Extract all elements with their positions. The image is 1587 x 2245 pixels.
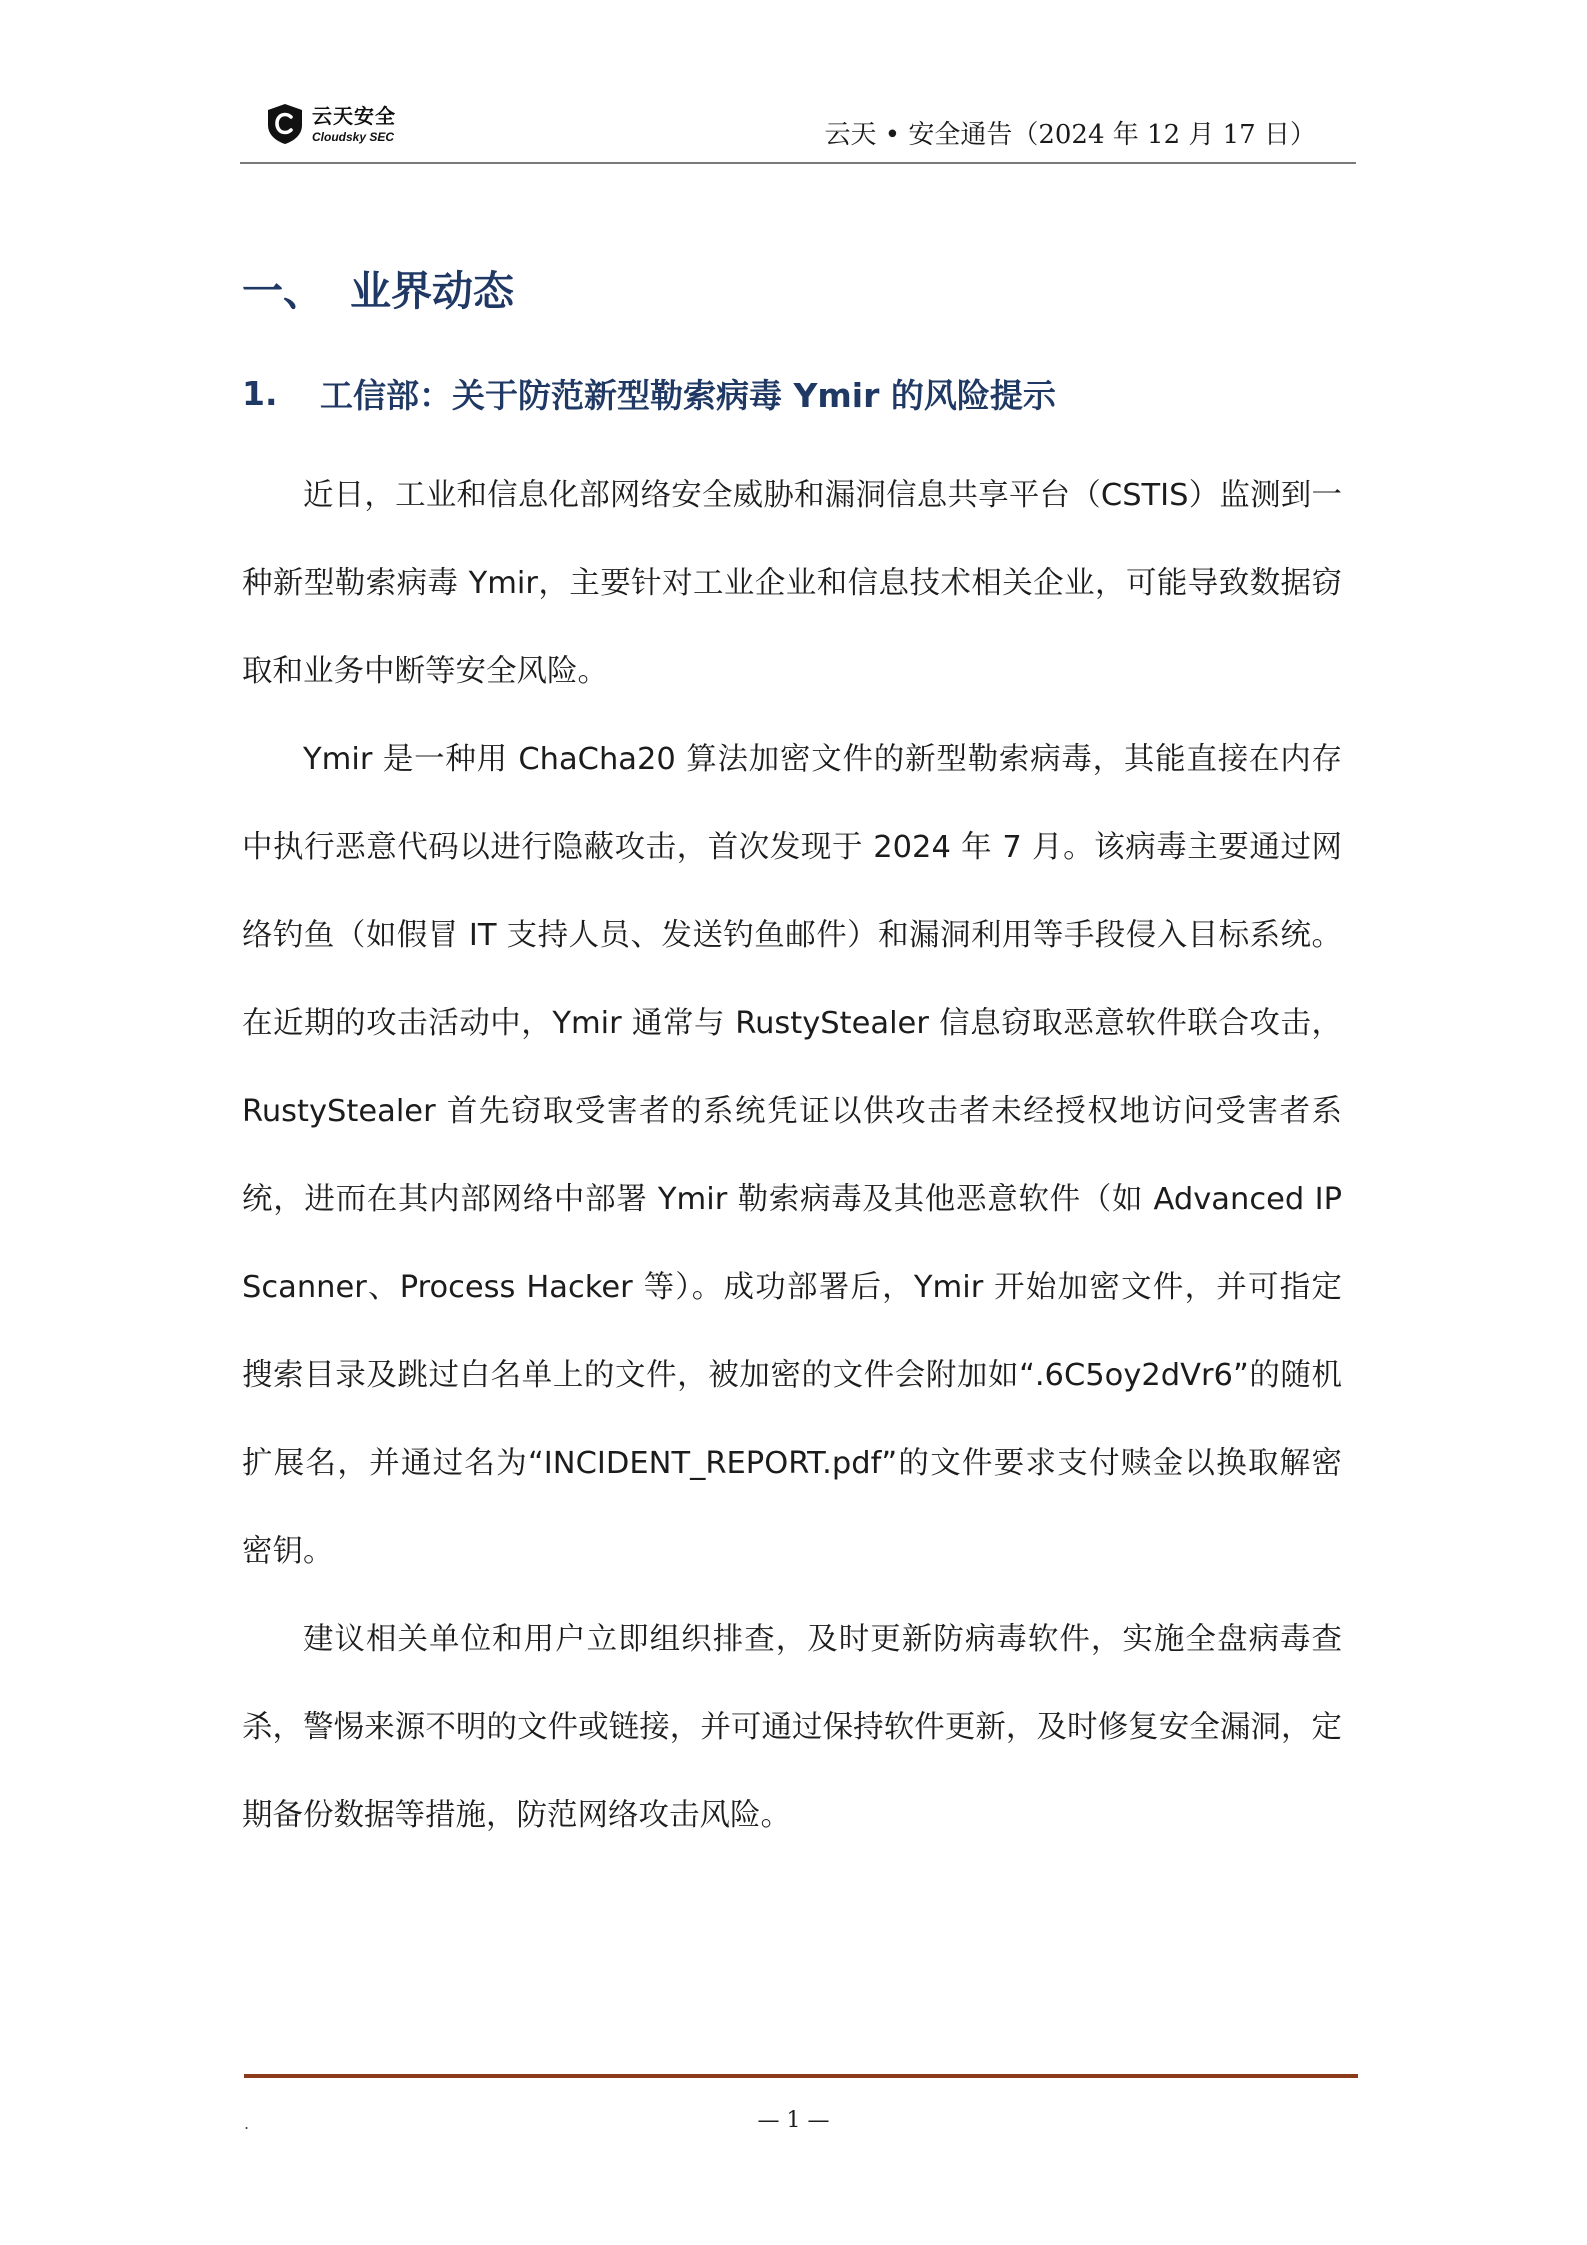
paragraph: 近日，工业和信息化部网络安全威胁和漏洞信息共享平台（CSTIS）监测到一种新型勒索病毒 Ymir，主要针对工业企业和信息技术相关企业，可能导致数据窃取和业务中断等安全风险。: [242, 478, 1342, 689]
cloudsky-logo-icon: [266, 103, 304, 145]
paragraph: 建议相关单位和用户立即组织排查，及时更新防病毒软件，实施全盘病毒查杀，警惕来源不明的文件或链接，并可通过保持软件更新，及时修复安全漏洞，定期备份数据等措施，防范网络攻击风险。: [242, 1622, 1342, 1833]
article-title-text: 工信部：关于防范新型勒索病毒 Ymir 的风险提示: [320, 376, 1056, 415]
header-title: 云天 • 安全通告（2024 年 12 月 17 日）: [824, 120, 1316, 150]
company-logo: [266, 100, 396, 148]
article-body: [242, 452, 1342, 1860]
footer-dot: .: [244, 2114, 250, 2133]
page-number: — 1 —: [757, 2108, 830, 2133]
article-number: 1.: [242, 374, 278, 413]
paragraph: Ymir 是一种用 ChaCha20 算法加密文件的新型勒索病毒，其能直接在内存中执行恶意代码以进行隐蔽攻击，首次发现于 2024 年 7 月。该病毒主要通过网络钓鱼（如假冒 IT 支持人员、发送钓鱼邮件）和漏洞利用等手段侵入目标系统。在近期的攻击活动中，Ymir 通常与 RustyStealer 信息窃取恶意软件联合攻击，RustyStealer 首先窃取受害者的系统凭证以供攻击者未经授权地访问受害者系统，进而在其内部网络中部署 Ymir 勒索病毒及其他恶意软件（如 Advanced IP Scanner、Process Hacker 等）。成功部署后，Ymir 开始加密文件，并可指定搜索目录及跳过白名单上的文件，被加密的文件会附加如“.6C5oy2dVr6”的随机扩展名，并通过名为“INCIDENT_REPORT.pdf”的文件要求支付赎金以换取解密密钥。: [242, 742, 1342, 1569]
logo-english-text: Cloudsky SEC: [312, 129, 395, 144]
logo-chinese-text: 云天安全: [312, 103, 396, 128]
page-header: [240, 90, 1356, 164]
section-heading: [242, 258, 514, 317]
footer-divider: [244, 2074, 1358, 2078]
section-number: 一、: [242, 267, 324, 315]
article-title: [242, 370, 1056, 417]
section-title: 业界动态: [350, 267, 514, 315]
